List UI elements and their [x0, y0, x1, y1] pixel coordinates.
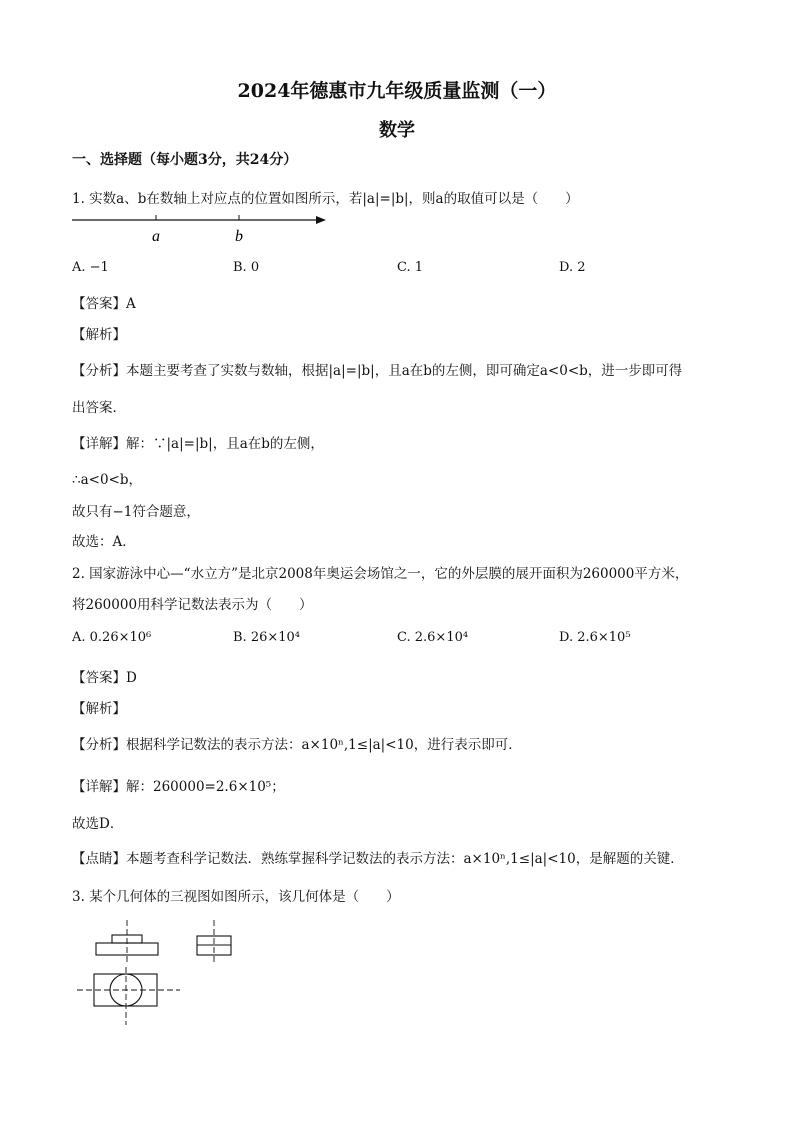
section-heading: 一、选择题（每小题3分，共24分） [72, 152, 298, 168]
page-title: 2024年德惠市九年级质量监测（一） [237, 80, 557, 102]
q1-detail-line2: ∴a<0<b， [72, 472, 142, 488]
subject-title: 数学 [379, 120, 415, 141]
q2-stem-line1: 2. 国家游泳中心—“水立方”是北京2008年奥运会场馆之一，它的外层膜的展开面积为260000平方米， [72, 566, 689, 582]
q2-option-c: C. 2.6×10⁴ [397, 630, 469, 645]
q1-detail-line3: 故只有−1符合题意， [72, 504, 200, 520]
q1-analysis-line1: 【分析】本题主要考查了实数与数轴，根据|a|=|b|，且a在b的左侧，即可确定a<0<b，进一步即可得 [72, 363, 683, 379]
front-view [96, 920, 158, 963]
q2-comment: 【点睛】本题考查科学记数法．熟练掌握科学记数法的表示方法：a×10ⁿ,1≤|a|<10，是解题的关键． [72, 851, 684, 867]
q2-analysis: 【分析】根据科学记数法的表示方法：a×10ⁿ,1≤|a|<10，进行表示即可． [72, 737, 522, 753]
q1-option-c: C. 1 [397, 260, 424, 275]
q1-stem: 1. 实数a、b在数轴上对应点的位置如图所示，若|a|=|b|，则a的取值可以是（ ） [72, 191, 579, 207]
q1-analysis-line2: 出答案． [72, 400, 126, 416]
top-view [77, 967, 180, 1025]
q2-answer: 【答案】D [72, 670, 137, 686]
q3-stem: 3. 某个几何体的三视图如图所示，该几何体是（ ） [72, 889, 400, 905]
q1-detail-line4: 故选：A． [72, 534, 136, 550]
q2-option-b: B. 26×10⁴ [233, 630, 301, 645]
number-line-figure [72, 210, 332, 246]
q1-option-d: D. 2 [559, 260, 586, 275]
number-line-arrow [316, 216, 326, 224]
q2-stem-line2: 将260000用科学记数法表示为（ ） [72, 597, 313, 613]
label-a: a [152, 228, 160, 245]
label-b: b [235, 228, 243, 245]
q2-detail: 【详解】解：260000=2.6×10⁵； [72, 779, 285, 795]
q2-option-d: D. 2.6×10⁵ [559, 630, 631, 645]
q2-analysis-heading: 【解析】 [72, 701, 126, 717]
q2-option-a: A. 0.26×10⁶ [72, 630, 152, 645]
q1-option-b: B. 0 [233, 260, 260, 275]
q1-answer: 【答案】A [72, 296, 136, 312]
q2-choice: 故选D． [72, 816, 124, 832]
q1-option-a: A. −1 [72, 260, 109, 275]
q1-analysis-heading: 【解析】 [72, 327, 126, 343]
side-view [197, 920, 231, 965]
three-views-figure [72, 915, 272, 1030]
q1-detail-line1: 【详解】解：∵|a|=|b|，且a在b的左侧， [72, 436, 324, 452]
